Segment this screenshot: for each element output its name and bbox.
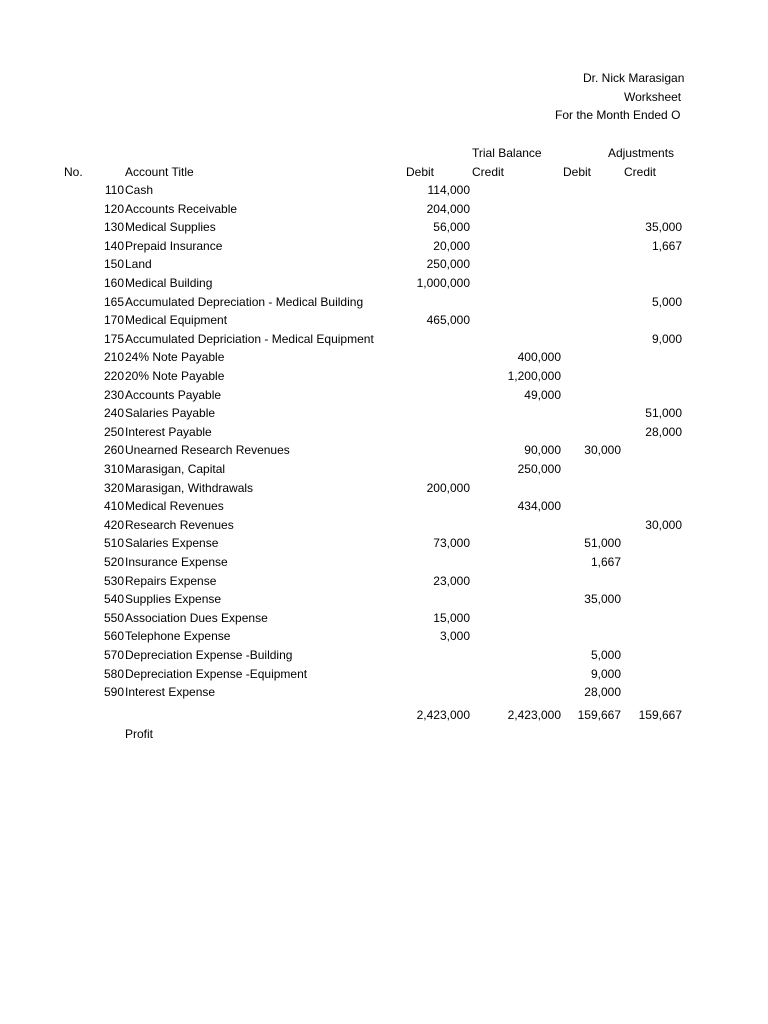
account-row: [0, 237, 768, 255]
account-row: [0, 572, 768, 590]
tb-credit-column-header: Credit: [472, 165, 505, 179]
account-number: 550: [103, 610, 124, 625]
account-title: Interest Expense: [125, 685, 216, 700]
tb-debit-amount: 73,000: [433, 536, 470, 551]
account-number: 580: [103, 666, 124, 681]
tb-debit-amount: 3,000: [439, 629, 470, 644]
adj-credit-column-header: Credit: [624, 165, 657, 179]
tb-credit-amount: 49,000: [524, 387, 561, 402]
account-row: [0, 534, 768, 552]
account-title: 20% Note Payable: [125, 369, 225, 383]
adj-credit-amount: 35,000: [645, 220, 682, 235]
tb-debit-amount: 1,000,000: [416, 276, 470, 290]
tb-debit-amount: 250,000: [426, 257, 470, 272]
account-row: [0, 479, 768, 497]
tb-debit-amount: 114,000: [427, 183, 470, 197]
account-row: [0, 553, 768, 571]
profit-label: Profit: [125, 727, 154, 741]
tb-credit-amount: 434,000: [517, 499, 561, 514]
account-title: Cash: [125, 183, 154, 197]
account-title: Prepaid Insurance: [125, 238, 223, 253]
adj-credit-amount: 28,000: [645, 424, 682, 439]
account-row: [0, 404, 768, 422]
account-title: Medical Equipment: [125, 313, 228, 328]
account-number: 320: [103, 480, 124, 495]
adj-credit-amount: 1,667: [651, 238, 682, 253]
tb-debit-amount: 20,000: [433, 238, 470, 253]
total-adj-credit: 159,667: [638, 708, 682, 722]
adj-debit-amount: 5,000: [590, 648, 621, 662]
account-number: 170: [103, 313, 124, 328]
account-number: 210: [103, 350, 124, 365]
account-number: 520: [103, 555, 124, 569]
account-row: [0, 683, 768, 701]
adj-credit-amount: 5,000: [651, 294, 682, 309]
account-title: 24% Note Payable: [125, 350, 225, 365]
account-row: [0, 646, 768, 664]
account-number: 220: [103, 369, 124, 383]
worksheet-title: Worksheet: [624, 90, 682, 104]
account-title: Medical Supplies: [125, 220, 216, 235]
account-title: Accounts Receivable: [125, 201, 238, 216]
account-number: 140: [103, 238, 124, 253]
account-number: 540: [103, 592, 124, 607]
total-tb-credit: 2,423,000: [507, 708, 561, 722]
account-number: 160: [103, 276, 124, 290]
tb-debit-amount: 200,000: [426, 480, 470, 495]
account-number: 175: [103, 331, 124, 346]
account-title: Accumulated Depriciation - Medical Equipment: [125, 331, 374, 346]
adj-debit-amount: 28,000: [584, 685, 621, 700]
account-number: 530: [103, 573, 124, 588]
account-title: Interest Payable: [125, 424, 212, 439]
tb-debit-amount: 465,000: [426, 313, 470, 328]
account-title: Insurance Expense: [125, 555, 228, 569]
account-title: Association Dues Expense: [125, 610, 268, 625]
adj-debit-amount: 9,000: [590, 666, 621, 681]
account-title: Unearned Research Revenues: [125, 443, 290, 458]
account-title: Telephone Expense: [125, 629, 231, 644]
account-row: [0, 609, 768, 627]
tb-debit-amount: 204,000: [426, 201, 470, 216]
account-title: Accumulated Depreciation - Medical Building: [125, 294, 364, 309]
worksheet-period: For the Month Ended O: [555, 108, 681, 122]
tb-credit-amount: 1,200,000: [507, 369, 561, 383]
account-row: [0, 293, 768, 311]
account-row: [0, 441, 768, 459]
account-row: [0, 200, 768, 218]
account-row: [0, 460, 768, 478]
tb-credit-amount: 400,000: [517, 350, 561, 365]
total-tb-debit: 2,423,000: [416, 708, 470, 722]
account-number: 240: [103, 406, 124, 421]
account-title: Marasigan, Capital: [125, 462, 226, 476]
account-row: [0, 627, 768, 645]
account-title: Repairs Expense: [125, 573, 217, 588]
account-row: [0, 274, 768, 292]
company-name: Dr. Nick Marasigan: [583, 71, 685, 85]
account-title: Salaries Payable: [125, 406, 216, 421]
account-row: [0, 311, 768, 329]
trial-balance-group-header: Trial Balance: [472, 146, 542, 160]
account-number: 250: [103, 424, 124, 439]
account-title: Depreciation Expense -Building: [125, 648, 293, 662]
tb-credit-amount: 90,000: [524, 443, 561, 458]
account-number: 165: [103, 294, 124, 309]
account-number: 510: [103, 536, 124, 551]
account-number: 110: [104, 183, 124, 197]
adjustments-group-header: Adjustments: [608, 146, 675, 160]
account-number: 560: [103, 629, 124, 644]
totals-row: [0, 706, 768, 724]
account-title: Land: [125, 257, 152, 272]
account-number: 590: [103, 685, 124, 700]
tb-debit-column-header: Debit: [406, 165, 435, 179]
adj-credit-amount: 9,000: [651, 331, 682, 346]
account-title: Marasigan, Withdrawals: [125, 480, 254, 495]
no-column-header: No.: [64, 165, 83, 179]
adj-credit-amount: 51,000: [645, 406, 682, 421]
tb-credit-amount: 250,000: [517, 462, 561, 476]
tb-debit-amount: 23,000: [433, 573, 470, 588]
account-row: [0, 348, 768, 366]
account-number: 310: [103, 462, 124, 476]
adj-debit-amount: 1,667: [590, 555, 621, 569]
account-row: [0, 423, 768, 441]
account-title: Accounts Payable: [125, 387, 222, 402]
account-number: 120: [103, 201, 124, 216]
account-number: 410: [103, 499, 124, 514]
account-row: [0, 590, 768, 608]
account-number: 260: [103, 443, 124, 458]
adj-debit-amount: 35,000: [584, 592, 621, 607]
total-adj-debit: 159,667: [577, 708, 621, 722]
adj-debit-amount: 30,000: [584, 443, 621, 458]
account-row: [0, 330, 768, 348]
account-number: 150: [103, 257, 124, 272]
tb-debit-amount: 56,000: [433, 220, 470, 235]
account-title: Supplies Expense: [125, 592, 222, 607]
adj-debit-column-header: Debit: [563, 165, 592, 179]
account-title: Medical Building: [125, 276, 213, 290]
adj-debit-amount: 51,000: [584, 536, 621, 551]
account-title: Medical Revenues: [125, 499, 224, 514]
account-row: [0, 386, 768, 404]
account-row: [0, 516, 768, 534]
account-row: [0, 218, 768, 236]
account-title-column-header: Account Title: [125, 165, 194, 179]
account-number: 130: [103, 220, 124, 235]
account-title: Depreciation Expense -Equipment: [125, 666, 308, 681]
account-row: [0, 665, 768, 683]
tb-debit-amount: 15,000: [433, 610, 470, 625]
account-number: 420: [103, 517, 124, 532]
account-number: 570: [103, 648, 124, 662]
account-row: [0, 181, 768, 199]
account-title: Research Revenues: [125, 517, 234, 532]
account-title: Salaries Expense: [125, 536, 219, 551]
account-row: [0, 497, 768, 515]
account-number: 230: [103, 387, 124, 402]
account-row: [0, 255, 768, 273]
account-row: [0, 367, 768, 385]
adj-credit-amount: 30,000: [645, 517, 682, 532]
